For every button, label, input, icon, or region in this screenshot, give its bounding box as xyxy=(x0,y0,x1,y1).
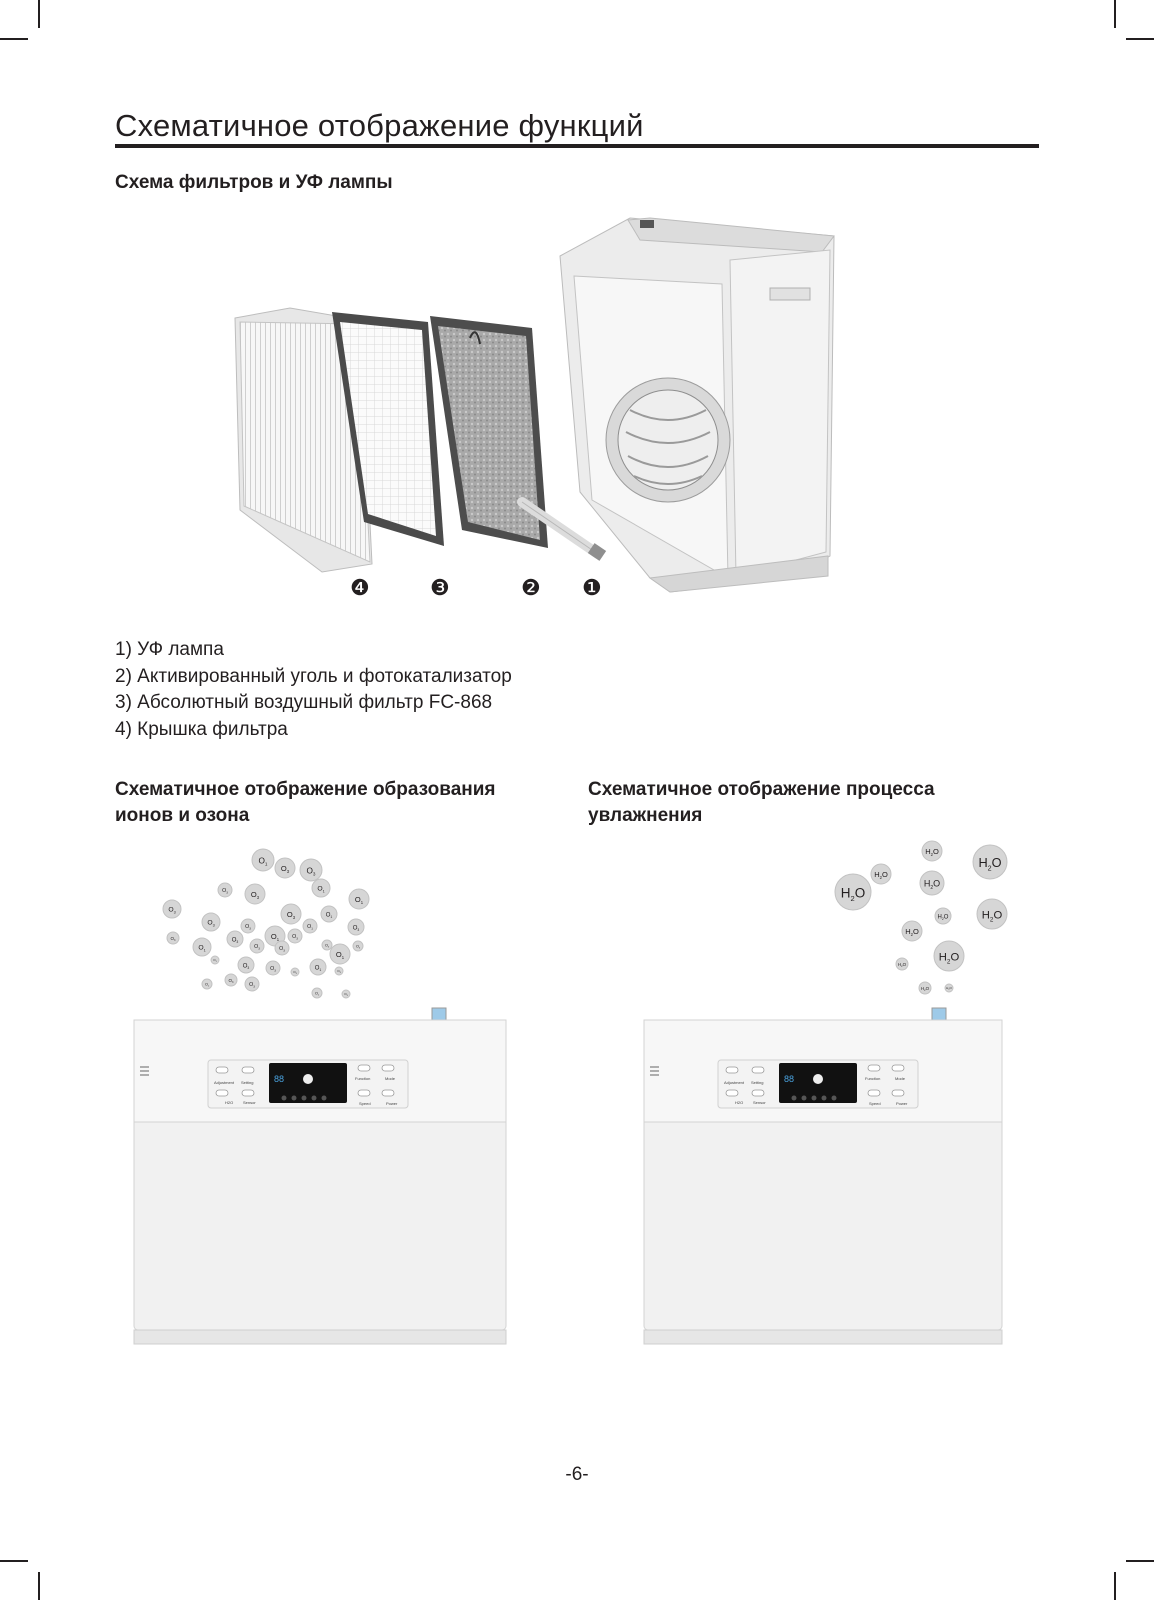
water-molecule xyxy=(945,984,953,992)
ions-heading-line2: ионов и озона xyxy=(115,805,250,826)
ozone-molecule xyxy=(250,939,264,953)
crop-mark xyxy=(0,38,28,40)
ozone-molecule xyxy=(349,889,369,909)
function-label: Function xyxy=(355,1076,371,1081)
mode-label: Mode xyxy=(385,1076,396,1081)
ozone-molecule xyxy=(303,919,317,933)
speed-label: Speed xyxy=(869,1101,881,1106)
svg-text:H2O: $H_2O$ xyxy=(981,909,1003,924)
filters-heading: Схема фильтров и УФ лампы xyxy=(115,172,393,193)
sensor-label: Sensor xyxy=(753,1100,766,1105)
title-underline xyxy=(115,144,1039,148)
svg-text:H2O: $H_2O$ xyxy=(905,927,919,937)
svg-text:H2O: $H_2O$ xyxy=(937,914,949,921)
svg-text:O3: $O_3$ xyxy=(293,970,297,975)
ozone-molecule xyxy=(202,979,212,989)
svg-text:O3: $O_3$ xyxy=(170,935,176,942)
svg-text:O1: $O_1$ xyxy=(270,932,280,942)
adjustment-label: Adjustment xyxy=(724,1080,745,1085)
ions-heading-line1: Схематичное отображение образования xyxy=(115,779,496,800)
svg-text:H2O: $H_2O$ xyxy=(925,847,939,857)
ozone-molecule xyxy=(330,944,350,964)
ozone-molecule xyxy=(310,959,326,975)
ozone-molecule xyxy=(312,988,322,998)
svg-text:O3: $O_3$ xyxy=(355,944,361,950)
legend-item: 1) УФ лампа xyxy=(115,639,224,660)
crop-mark xyxy=(38,0,40,28)
page-title: Схематичное отображение функций xyxy=(115,108,644,143)
svg-text:O3: $O_3$ xyxy=(324,943,330,949)
water-molecule xyxy=(934,941,964,971)
humid-heading-line1: Схематичное отображение процесса xyxy=(588,779,935,800)
svg-text:O3: $O_3$ xyxy=(231,937,239,944)
ozone-molecule xyxy=(241,919,255,933)
water-molecule xyxy=(896,958,908,970)
ozone-molecule xyxy=(193,938,211,956)
filter-legend xyxy=(115,637,512,743)
humid-heading-line2: увлажнения xyxy=(588,805,703,826)
svg-text:O3: $O_3$ xyxy=(280,864,290,874)
svg-text:O3: $O_3$ xyxy=(228,977,234,984)
ozone-molecule xyxy=(353,941,363,951)
ozone-molecule xyxy=(218,883,232,897)
ozone-molecule xyxy=(211,956,219,964)
ozone-molecule xyxy=(227,931,243,947)
svg-text:O1: $O_1$ xyxy=(317,885,325,894)
ions-heading xyxy=(115,777,496,829)
ozone-molecule xyxy=(342,990,350,998)
svg-text:O1: $O_1$ xyxy=(325,912,333,919)
svg-text:O3: $O_3$ xyxy=(249,982,255,989)
purifier-housing xyxy=(560,218,834,592)
svg-text:O3: $O_3$ xyxy=(207,919,215,928)
svg-text:O3: $O_3$ xyxy=(222,888,228,895)
h2o-label: H2O xyxy=(735,1100,744,1105)
ozone-molecule xyxy=(167,932,179,944)
svg-text:O1: $O_1$ xyxy=(314,965,322,972)
svg-text:H2O: $H_2O$ xyxy=(946,986,952,991)
sensor-label: Sensor xyxy=(243,1100,256,1105)
ozone-molecule xyxy=(300,859,322,881)
svg-text:O3: $O_3$ xyxy=(279,946,285,953)
svg-text:O3: $O_3$ xyxy=(344,992,348,997)
ozone-molecule xyxy=(275,941,289,955)
water-molecule xyxy=(922,841,942,861)
ozone-molecule xyxy=(245,977,259,991)
water-molecule xyxy=(902,921,922,941)
function-label: Function xyxy=(865,1076,881,1081)
svg-text:O1: $O_1$ xyxy=(307,924,313,931)
ozone-molecule xyxy=(238,957,254,973)
ozone-molecule xyxy=(163,900,181,918)
svg-text:O3: $O_3$ xyxy=(250,890,260,900)
purifier-front-ions xyxy=(130,1010,510,1355)
legend-item: 4) Крышка фильтра xyxy=(115,718,288,740)
ozone-molecule xyxy=(312,879,330,897)
ozone-molecule xyxy=(335,967,343,975)
svg-text:H2O: $H_2O$ xyxy=(840,885,866,903)
water-molecule xyxy=(871,864,891,884)
svg-text:H2O: $H_2O$ xyxy=(978,855,1002,873)
svg-text:H2O: $H_2O$ xyxy=(923,878,941,891)
ozone-molecule xyxy=(266,961,280,975)
water-molecule xyxy=(977,899,1007,929)
svg-text:O1: $O_1$ xyxy=(335,950,345,960)
svg-text:O3: $O_3$ xyxy=(306,866,316,877)
ozone-molecule xyxy=(321,906,337,922)
crop-mark xyxy=(1114,1572,1116,1600)
ozone-molecule xyxy=(252,849,274,871)
power-label: Power xyxy=(896,1101,908,1106)
svg-text:O3: $O_3$ xyxy=(352,925,360,932)
ozone-molecule xyxy=(225,974,237,986)
display-digits: 88 xyxy=(274,1074,285,1084)
callout-1: ❶ xyxy=(582,575,602,600)
svg-text:O1: $O_1$ xyxy=(213,958,217,963)
svg-text:O1: $O_1$ xyxy=(198,944,206,953)
svg-text:O3: $O_3$ xyxy=(270,966,276,973)
purifier-front-humid xyxy=(640,1010,1020,1355)
ozone-molecule xyxy=(348,919,364,935)
ozone-bubbles xyxy=(155,848,415,1018)
svg-text:O3: $O_3$ xyxy=(292,934,298,941)
svg-text:H2O: $H_2O$ xyxy=(920,985,930,992)
crop-mark xyxy=(1126,38,1154,40)
water-molecule xyxy=(920,871,944,895)
ozone-molecule xyxy=(275,858,295,878)
svg-text:O3: $O_3$ xyxy=(254,944,260,951)
mode-label: Mode xyxy=(895,1076,906,1081)
svg-text:O3: $O_3$ xyxy=(245,924,251,931)
svg-text:H2O: $H_2O$ xyxy=(897,961,907,968)
svg-text:H2O: $H_2O$ xyxy=(874,870,888,880)
crop-mark xyxy=(0,1560,28,1562)
water-bubbles xyxy=(840,847,1045,1018)
legend-item: 2) Активированный уголь и фотокатализатор xyxy=(115,665,512,687)
water-molecule xyxy=(835,874,871,910)
svg-text:O3: $O_3$ xyxy=(168,906,176,915)
crop-mark xyxy=(38,1572,40,1600)
ozone-molecule xyxy=(288,929,302,943)
svg-text:O3: $O_3$ xyxy=(337,969,341,974)
water-molecule xyxy=(973,845,1007,879)
crop-mark xyxy=(1114,0,1116,28)
svg-text:O3: $O_3$ xyxy=(286,910,296,920)
setting-label: Setting xyxy=(751,1080,764,1085)
filter-diagram xyxy=(230,200,870,620)
ozone-molecule xyxy=(291,968,299,976)
humid-heading xyxy=(588,777,935,829)
callout-3: ❸ xyxy=(430,575,450,600)
speed-label: Speed xyxy=(359,1101,371,1106)
svg-text:O1: $O_1$ xyxy=(354,895,364,905)
power-label: Power xyxy=(386,1101,398,1106)
water-molecule xyxy=(919,982,931,994)
ozone-molecule xyxy=(281,904,301,924)
svg-text:H2O: $H_2O$ xyxy=(938,951,960,966)
adjustment-label: Adjustment xyxy=(214,1080,235,1085)
svg-text:O3: $O_3$ xyxy=(242,963,250,970)
page-number: -6- xyxy=(565,1464,589,1485)
callout-2: ❷ xyxy=(521,575,541,600)
display-digits: 88 xyxy=(784,1074,795,1084)
ozone-molecule xyxy=(245,884,265,904)
svg-text:O1: $O_1$ xyxy=(258,856,268,867)
callout-4: ❹ xyxy=(350,575,370,600)
svg-text:O1: $O_1$ xyxy=(204,982,210,988)
svg-text:O1: $O_1$ xyxy=(314,991,320,997)
ozone-molecule xyxy=(322,940,332,950)
h2o-label: H2O xyxy=(225,1100,234,1105)
crop-mark xyxy=(1126,1560,1154,1562)
legend-item: 3) Абсолютный воздушный фильтр FC-868 xyxy=(115,692,493,713)
water-molecule xyxy=(935,908,951,924)
ozone-molecule xyxy=(202,913,220,931)
setting-label: Setting xyxy=(241,1080,254,1085)
